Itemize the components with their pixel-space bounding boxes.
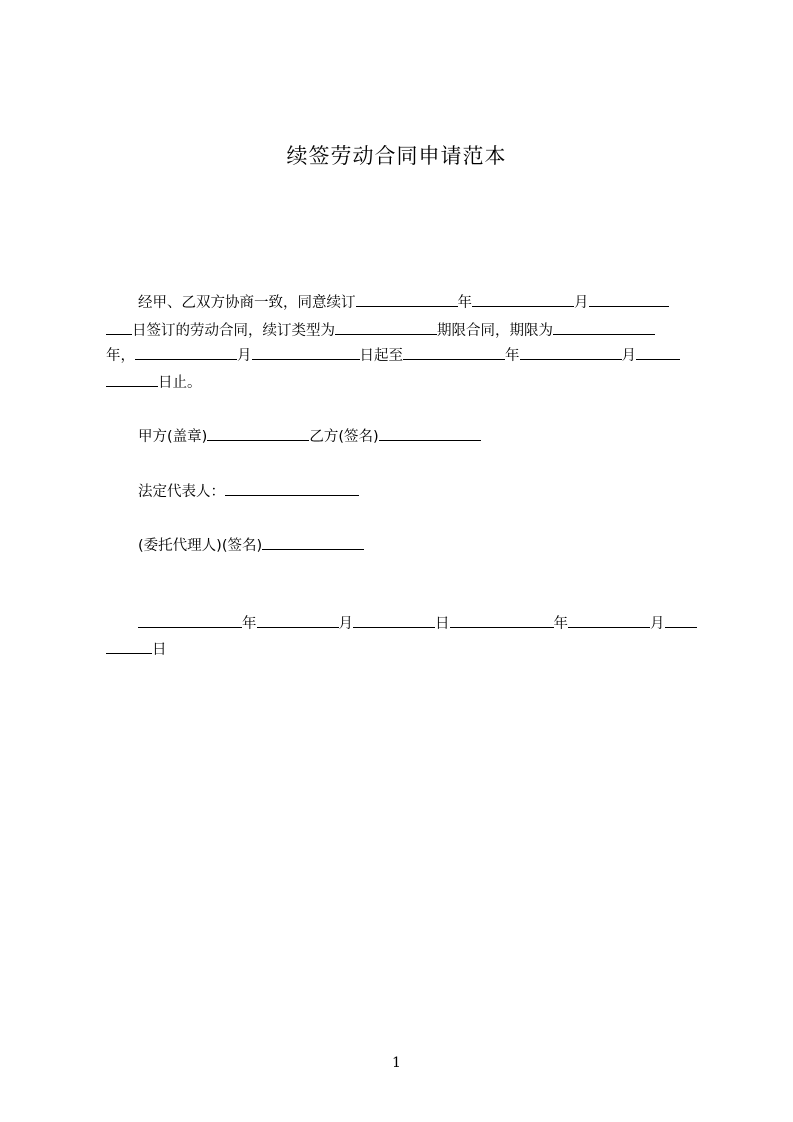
date-year-blank[interactable] bbox=[138, 611, 242, 628]
date-day-label: 日 bbox=[152, 642, 167, 658]
blank-field[interactable] bbox=[252, 343, 360, 360]
date-day-blank[interactable] bbox=[353, 611, 435, 628]
paragraph-text: 月 bbox=[574, 295, 589, 311]
paragraph-text: 年， bbox=[106, 348, 135, 364]
paragraph-line-3 bbox=[106, 343, 680, 367]
signature-line-agent bbox=[138, 533, 364, 557]
blank-field[interactable] bbox=[472, 290, 574, 307]
paragraph-text: 经甲、乙双方协商一致，同意续订 bbox=[138, 295, 356, 311]
party-a-blank[interactable] bbox=[207, 424, 309, 441]
party-a-label: 甲方(盖章) bbox=[138, 429, 208, 445]
date-year-blank[interactable] bbox=[450, 611, 554, 628]
date-month-label: 月 bbox=[650, 616, 665, 632]
date-line bbox=[138, 611, 697, 635]
blank-field[interactable] bbox=[135, 343, 237, 360]
paragraph-text: 月 bbox=[621, 348, 636, 364]
paragraph-text: 年 bbox=[457, 295, 472, 311]
date-day-blank[interactable] bbox=[106, 637, 152, 654]
blank-field[interactable] bbox=[589, 290, 669, 307]
paragraph-text: 期限合同，期限为 bbox=[437, 323, 553, 339]
date-day-label: 日 bbox=[435, 616, 450, 632]
date-day-blank[interactable] bbox=[665, 611, 697, 628]
blank-field[interactable] bbox=[356, 290, 458, 307]
date-line-continued bbox=[106, 637, 167, 661]
date-month-blank[interactable] bbox=[568, 611, 650, 628]
party-b-blank[interactable] bbox=[379, 424, 481, 441]
agent-label: (委托代理人)(签名) bbox=[138, 538, 263, 554]
date-month-label: 月 bbox=[338, 616, 353, 632]
paragraph-line-2 bbox=[106, 318, 655, 342]
date-year-label: 年 bbox=[553, 616, 568, 632]
date-year-label: 年 bbox=[242, 616, 257, 632]
paragraph-text: 日起至 bbox=[359, 348, 403, 364]
signature-line-parties bbox=[138, 424, 481, 448]
paragraph-text: 月 bbox=[237, 348, 252, 364]
blank-field[interactable] bbox=[335, 318, 437, 335]
blank-field[interactable] bbox=[106, 370, 158, 387]
blank-field[interactable] bbox=[106, 318, 132, 335]
paragraph-line-4 bbox=[106, 370, 202, 394]
blank-field[interactable] bbox=[553, 318, 655, 335]
paragraph-line-1 bbox=[138, 290, 669, 314]
paragraph-text: 年 bbox=[505, 348, 520, 364]
blank-field[interactable] bbox=[520, 343, 622, 360]
date-month-blank[interactable] bbox=[257, 611, 339, 628]
legal-rep-blank[interactable] bbox=[225, 479, 359, 496]
paragraph-text: 日签订的劳动合同，续订类型为 bbox=[132, 323, 335, 339]
party-b-label: 乙方(签名) bbox=[309, 429, 379, 445]
document-title: 续签劳动合同申请范本 bbox=[286, 144, 507, 168]
blank-field[interactable] bbox=[403, 343, 505, 360]
blank-field[interactable] bbox=[636, 343, 680, 360]
agent-blank[interactable] bbox=[262, 533, 364, 550]
signature-line-legal-rep bbox=[138, 479, 359, 503]
paragraph-text: 日止。 bbox=[158, 375, 202, 391]
legal-rep-label: 法定代表人： bbox=[138, 484, 225, 500]
page-number: 1 bbox=[392, 1055, 401, 1071]
